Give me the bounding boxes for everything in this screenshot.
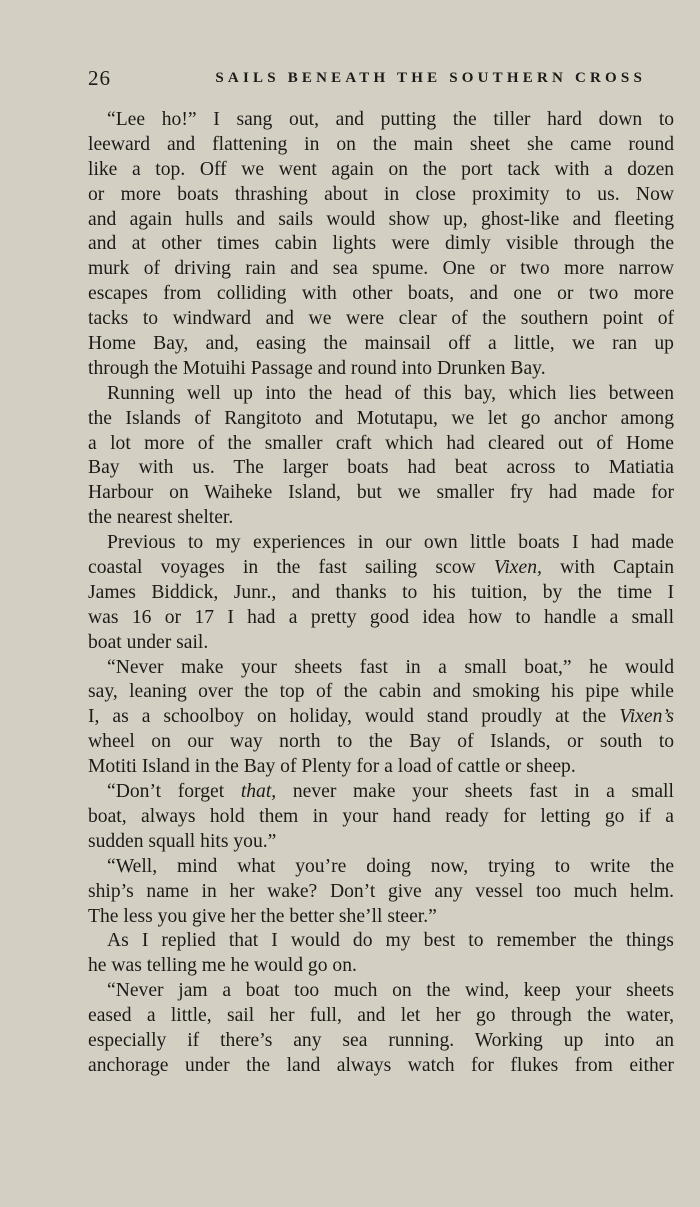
text-line: “Never make your sheets fast in a small boat,” he would (107, 656, 675, 678)
text-line: or more boats thrashing about in close proximity to us. Now (88, 183, 675, 205)
text-line: leeward and flattening in on the main sheet she came round (88, 133, 675, 155)
text-line: boat, always hold them in your hand ready for letting go if a (88, 805, 674, 827)
text-line: was 16 or 17 I had a pretty good idea how to handle a small (88, 606, 675, 628)
text-line: “Well, mind what you’re doing now, trying to write the (107, 855, 675, 877)
text-line: “Don’t forget that, never make your sheets fast in a small (107, 781, 674, 803)
text-line: escapes from colliding with other boats, and one or two more (88, 283, 674, 305)
text-line: James Biddick, Junr., and thanks to his tuition, by the time I (88, 581, 675, 603)
page-header (88, 66, 674, 96)
running-head: SAILS BENEATH THE SOUTHERN CROSS (215, 70, 646, 86)
text-line: and at other times cabin lights were dimly visible through the (88, 233, 675, 255)
text-line: coastal voyages in the fast sailing scow Vixen, with Captain (88, 557, 675, 579)
text-line: The less you give her the better she’ll steer.” (88, 905, 437, 927)
text-line: wheel on our way north to the Bay of Islands, or south to (88, 731, 675, 753)
text-line: “Never jam a boat too much on the wind, keep your sheets (107, 980, 674, 1002)
text-line: especially if there’s any sea running. Working up into an (88, 1029, 675, 1051)
text-line: Running well up into the head of this bay, which lies between (107, 382, 675, 404)
text-line: ship’s name in her wake? Don’t give any vessel too much helm. (88, 880, 674, 902)
text-line: boat under sail. (88, 631, 209, 653)
text-line: Home Bay, and, easing the mainsail off a little, we ran up (88, 333, 674, 355)
text-line: a lot more of the smaller craft which had cleared out of Home (88, 432, 674, 454)
text-line: tacks to windward and we were clear of the southern point of (88, 308, 675, 330)
text-line: sudden squall hits you.” (88, 830, 277, 852)
text-line: Bay with us. The larger boats had beat across to Matiatia (88, 457, 674, 479)
text-line: As I replied that I would do my best to remember the things (107, 930, 674, 952)
text-line: like a top. Off we went again on the port tack with a dozen (88, 158, 675, 180)
body-text (88, 108, 674, 1079)
text-line: the Islands of Rangitoto and Motutapu, we let go anchor among (88, 407, 674, 429)
text-line: Motiti Island in the Bay of Plenty for a load of cattle or sheep. (88, 756, 576, 778)
text-line: I, as a schoolboy on holiday, would stand proudly at the Vixen’s (88, 706, 674, 728)
text-line: say, leaning over the top of the cabin and smoking his pipe while (88, 681, 674, 703)
text-line: murk of driving rain and sea spume. One or two more narrow (88, 258, 675, 280)
text-line: through the Motuihi Passage and round into Drunken Bay. (88, 357, 546, 379)
text-line: Harbour on Waiheke Island, but we smaller fry had made for (88, 482, 675, 504)
text-line: and again hulls and sails would show up, ghost-like and fleeting (88, 208, 675, 230)
text-line: eased a little, sail her full, and let her go through the water, (88, 1005, 675, 1027)
text-line: he was telling me he would go on. (88, 955, 357, 977)
text-line: anchorage under the land always watch for flukes from either (88, 1054, 674, 1076)
text-line: Previous to my experiences in our own little boats I had made (107, 532, 674, 554)
text-line: the nearest shelter. (88, 507, 234, 529)
text-line: “Lee ho!” I sang out, and putting the tiller hard down to (107, 109, 675, 130)
page-number: 26 (88, 66, 111, 90)
